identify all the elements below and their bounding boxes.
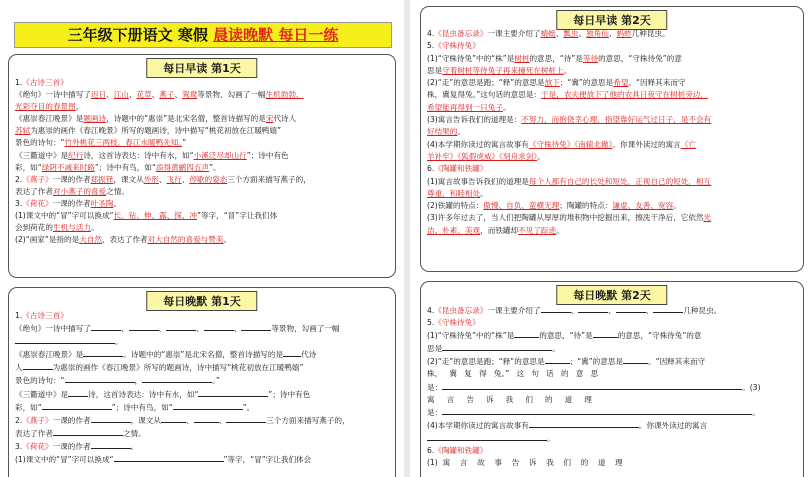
- morning-reading-day1-content: [15, 77, 389, 246]
- morning-reading-day1-header: 每日早读 第1天: [146, 58, 257, 78]
- text-line: 6.《陶罐和铁罐》: [427, 446, 488, 456]
- text-line: 寓 言 告 诉 我 们 的 道 理: [427, 394, 592, 404]
- text-line: 4.《昆虫备忘录》一课主要介绍了蜻蜓、瓢虫、独角仙、蚂蚱几种昆虫。: [427, 29, 670, 38]
- evening-dictation-day1-header: 每日晚默 第1天: [146, 291, 257, 311]
- text-line: 1.《古诗三首》: [15, 78, 68, 87]
- text-line: 光彩夺目的春景图。: [15, 102, 84, 112]
- right-page: [410, 0, 812, 477]
- text-line: 羊补牢》《狐假虎威》《刻舟求剑》。: [427, 151, 545, 161]
- text-line: 人 为惠崇的画作《春江晚景》所写的题画诗，诗中描写“桃花初放在江暖鸭嬉”: [15, 363, 304, 373]
- text-line: 彩，如“绿阴不减来时路”；诗中有鸟，如“添得黄鹂四五声”。: [15, 162, 221, 172]
- evening-dictation-day2-box: [420, 281, 804, 477]
- evening-dictation-day1-content: [15, 310, 389, 466]
- text-line: (1)课文中的“冒”字可以换成“长、钻、伸、露、探、冲”等字，“冒”字让我们体: [15, 211, 278, 221]
- text-line: 《三衢道中》是 诗，这首诗表达：诗中有水，如“ ”；诗中有色: [15, 389, 311, 399]
- text-line: 株， 冀 复 得 兔。” 这 句 话 的 意 思: [427, 369, 599, 379]
- morning-reading-day2-header: 每日早读 第2天: [556, 10, 667, 30]
- text-line: (4)本学期你读过的寓言故事有《守株待兔》《南辕北辙》。你课外读过的寓言《亡: [427, 139, 696, 149]
- text-line: 洁、朴素、美观，而铁罐却不见了踪迹。: [427, 225, 564, 235]
- title-main: 三年级下册语文 寒假: [67, 26, 208, 44]
- text-line: 2.《燕子》一课的作者 ，课文从 、 、 三个方面来描写燕子的，: [15, 415, 350, 425]
- text-line: 《三衢道中》是纪行诗，这首诗表达：诗中有水，如“小溪泛尽却山行”；诗中有色: [15, 150, 289, 160]
- morning-reading-day2-content: [427, 28, 797, 237]
- text-line: (2)铁罐的特点：傲慢、自负、蛮横无理；陶罐的特点：谦虚、友善、宽容。: [427, 201, 681, 211]
- morning-reading-day2-box: [420, 6, 804, 272]
- text-line: 3.《荷花》一课的作者 。: [15, 441, 139, 451]
- text-line: 。: [427, 432, 797, 445]
- text-line: (1)课文中的“冒”字可以换成“ ”等字，“冒”字让我们体会: [15, 455, 312, 465]
- text-line: 《绝句》一诗中描写了 、 、 、 、 等景物，勾画了一幅: [15, 324, 340, 334]
- title-highlight: 晨读晚默 每日一练: [213, 26, 339, 44]
- text-line: (1) 寓 言 故 事 告 诉 我 们 的 道 理: [427, 458, 623, 468]
- text-line: (3)许多年过去了，当人们把陶罐从厚厚的堆积物中挖掘出来，擦洗干净后，它依然光: [427, 213, 712, 223]
- text-line: 1.《古诗三首》: [15, 311, 68, 320]
- worksheet-title: [14, 22, 392, 48]
- text-line: 3.《荷花》一课的作者叶圣陶。: [15, 198, 121, 208]
- evening-dictation-day1-box: [8, 287, 396, 477]
- text-line: 思是 。: [427, 344, 560, 354]
- evening-dictation-day2-content: [427, 304, 797, 469]
- text-line: 表达了作者对小燕子的喜爱之情。: [15, 186, 129, 196]
- text-line: 景色的诗句：“竹外桃花三两枝，春江水暖鸭先知。”: [15, 138, 187, 148]
- text-line: (2)“走”的意思是跑；“释”的意思是 ；“冀”的意思是 。“因释其耒而守: [427, 357, 706, 367]
- text-line: 表达了作者 之情。: [15, 428, 146, 438]
- evening-dictation-day2-header: 每日晚默 第2天: [556, 285, 667, 305]
- text-line: (4)本学期你读过的寓言故事有 。你课外读过的寓言: [427, 420, 708, 430]
- text-line: 。: [15, 335, 389, 348]
- text-line: 尊重，和睦相处。: [427, 188, 488, 198]
- text-line: 好结果的。: [427, 127, 465, 137]
- text-line: 《绝句》一诗中描写了迟日、江山、花草、燕子、鸳鸯等景物，勾画了一幅生机勃勃、: [15, 90, 304, 100]
- text-line: 苏轼为惠崇的画作《春江晚景》所写的题画诗，诗中描写“桃花初放在江暖鸭嬉”: [15, 126, 282, 136]
- text-line: 是： 。: [427, 407, 760, 417]
- text-line: 会到荷花的生机与活力。: [15, 223, 99, 233]
- text-line: (1)“守株待兔”中的“株”是 的意思，“待”是 的意思，“守株待兔”的意: [427, 331, 702, 341]
- text-line: 4.《昆虫备忘录》一课主要介绍了 、 、 、 几种昆虫。: [427, 306, 722, 315]
- text-line: 5.《守株待兔》: [427, 41, 480, 51]
- text-line: 《惠崇春江晚景》是题画诗，诗题中的“惠崇”是北宋名僧，整首诗描写的是宋代诗人: [15, 114, 297, 124]
- text-line: (1)“守株待兔”中的“株”是树桩的意思，“待”是等待的意思，“守株待兔”的意: [427, 53, 682, 63]
- text-line: 株，冀复得兔。”这句话的意思是：于是，农夫便放下了他的农具日夜守在树桩旁边，: [427, 90, 709, 100]
- text-line: (3)寓言告诉我们的道理是：不努力，而抱侥幸心理，指望靠好运气过日子，是不会有: [427, 115, 712, 125]
- text-line: 思是守着树桩等待兔子再来撞死在树桩上。: [427, 65, 572, 75]
- text-line: 6.《陶罐和铁罐》: [427, 164, 488, 174]
- text-line: 希望能再得到一只兔子。: [427, 102, 511, 112]
- text-line: (1)寓言故事告诉我们的道理是每个人都有自己的长处和短处，正视自己的短处，相互: [427, 176, 712, 186]
- morning-reading-day1-box: [8, 54, 396, 278]
- text-line: 5.《守株待兔》: [427, 318, 480, 328]
- text-line: 景色的诗句：“ ， 。”: [15, 376, 220, 386]
- text-line: 2.《燕子》一课的作者郑振铎，课文从外形、飞行、停歇的姿态三个方面来描写燕子的，: [15, 174, 311, 184]
- text-line: 《惠崇春江晚景》是 。诗题中的“惠崇”是北宋名僧，整首诗描写的是 代诗: [15, 350, 317, 360]
- text-line: 是： 。(3): [427, 382, 761, 392]
- text-line: (2)“走”的意思是跑；“释”的意思是放下；“冀”的意思是希望。“因释其耒而守: [427, 78, 686, 88]
- text-line: (2)“画家”是指的是大自然，表达了作者对大自然的喜爱与赞美。: [15, 235, 232, 245]
- text-line: 彩，如“ ”；诗中有鸟，如“ ”。: [15, 402, 255, 412]
- left-page: [0, 0, 404, 477]
